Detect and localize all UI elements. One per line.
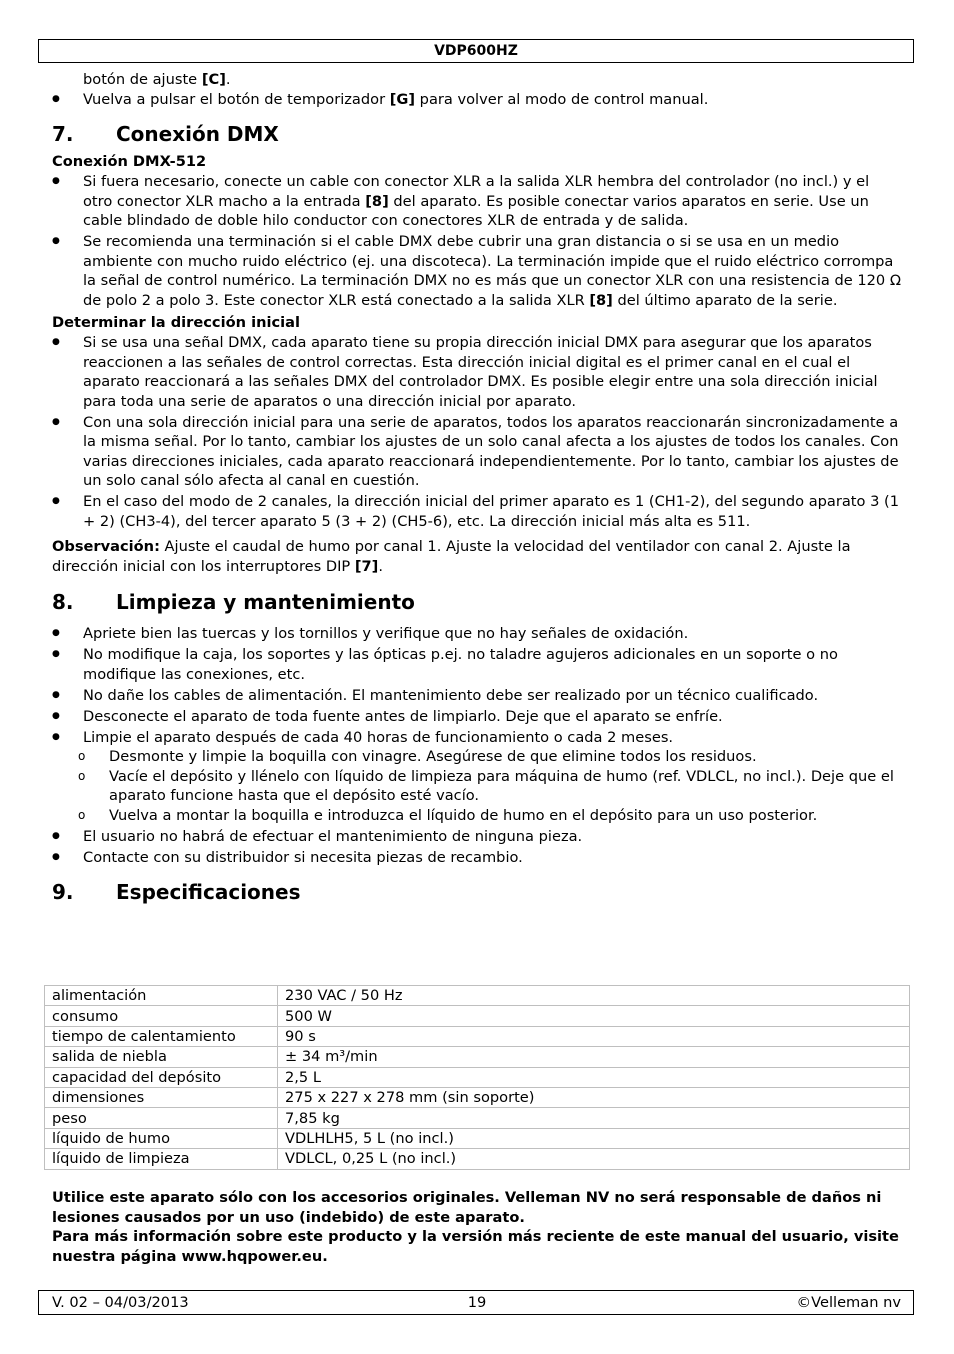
spec-label: peso bbox=[45, 1108, 278, 1128]
list-item: ● Con una sola dirección inicial para una serie de aparatos, todos los aparatos reaccionarán sincronizadamente a la misma señal. Por lo tanto, cambiar los ajustes de un solo canal afecta a los ajustes de todos los canales. Con varias direcciones iniciales, cada aparato reaccionará independientemente. Por lo tanto, cambiar los ajustes de un solo canal sólo afecta al canal en cuestión. bbox=[52, 413, 902, 491]
spec-value: ± 34 m³/min bbox=[278, 1047, 910, 1067]
list-item: ● En el caso del modo de 2 canales, la dirección inicial del primer aparato es 1 (CH1-2), del segundo aparato 3 (1 + 2) (CH3-4), del tercer aparato 5 (3 + 2) (CH5-6), etc. La dirección inicial más alta es 511. bbox=[52, 492, 902, 531]
spec-value: 2,5 L bbox=[278, 1067, 910, 1087]
connector-ref: [8] bbox=[365, 192, 389, 210]
list-item bbox=[52, 90, 902, 110]
list-item: ● Contacte con su distribuidor si necesita piezas de recambio. bbox=[52, 848, 902, 868]
top-bullet-list bbox=[52, 90, 902, 110]
version-date: V. 02 – 04/03/2013 bbox=[52, 1294, 189, 1311]
spec-value: 500 W bbox=[278, 1006, 910, 1026]
table-row bbox=[45, 1047, 910, 1067]
list-item: ● El usuario no habrá de efectuar el mantenimiento de ninguna pieza. bbox=[52, 827, 902, 847]
spec-label: líquido de limpieza bbox=[45, 1149, 278, 1169]
disclaimer-text: Utilice este aparato sólo con los accesorios originales. Velleman NV no será responsable de daños ni lesiones causados por un uso (indebido) de este aparato. bbox=[52, 1189, 882, 1226]
switch-ref: [7] bbox=[354, 557, 379, 575]
section-heading-7 bbox=[52, 122, 902, 146]
spec-value: 275 x 227 x 278 mm (sin soporte) bbox=[278, 1087, 910, 1107]
spec-value: 7,85 kg bbox=[278, 1108, 910, 1128]
spec-value: 90 s bbox=[278, 1026, 910, 1046]
more-info-text: Para más información sobre este producto y la versión más reciente de este manual del usuario, visite nuestra página www.hqpower.eu. bbox=[52, 1228, 899, 1265]
section-title: Limpieza y mantenimiento bbox=[116, 590, 415, 614]
bullet-text: Vuelva a pulsar el botón de temporizador bbox=[83, 90, 390, 108]
address-bullet-list bbox=[52, 333, 902, 531]
button-ref: [C] bbox=[201, 71, 226, 88]
closing-notice bbox=[52, 1188, 902, 1266]
table-row bbox=[45, 1128, 910, 1148]
spec-value: VDLHLH5, 5 L (no incl.) bbox=[278, 1128, 910, 1148]
sub-list-item: o Vacíe el depósito y llénelo con líquido de limpieza para máquina de humo (ref. VDLCL, no incl.). Deje que el aparato funcione hasta que el depósito esté vacío. bbox=[52, 767, 902, 806]
bullet-text: Si fuera necesario, conecte un cable con conector XLR a la salida XLR hembra del controlador (no incl.) y el otro conector XLR macho a la entrada bbox=[83, 173, 870, 210]
list-item bbox=[52, 728, 902, 826]
table-row bbox=[45, 1006, 910, 1026]
section-number: 8. bbox=[52, 590, 74, 614]
bullet-text: para volver al modo de control manual. bbox=[415, 90, 709, 108]
sub-list-item: o Vuelva a montar la boquilla e introduzca el líquido de humo en el depósito para un uso posterior. bbox=[52, 806, 902, 826]
spec-value: VDLCL, 0,25 L (no incl.) bbox=[278, 1149, 910, 1169]
specifications-table bbox=[44, 985, 910, 1170]
header-title: VDP600HZ bbox=[434, 43, 518, 59]
bullet-text: Se recomienda una terminación si el cable DMX debe cubrir una gran distancia o si se usa en un medio ambiente con mucho ruido eléctrico (ej. una discoteca). La terminación impide que el ruido eléctrico corrompa la señal de control numérico. La terminación DMX no es más que un conector XLR con una resistencia de 120 Ω de polo 2 a polo 3. Este conector XLR está conectado a la salida XLR bbox=[83, 233, 901, 309]
table-row bbox=[45, 1108, 910, 1128]
page-footer bbox=[38, 1290, 914, 1315]
cleaning-sub-list bbox=[52, 747, 902, 825]
section-heading-9 bbox=[52, 880, 902, 904]
spec-label: líquido de humo bbox=[45, 1128, 278, 1148]
section-number: 9. bbox=[52, 880, 74, 904]
continued-text-prefix: botón de ajuste bbox=[83, 71, 202, 88]
table-row bbox=[45, 1026, 910, 1046]
note-text: Ajuste el caudal de humo por canal 1. Ajuste la velocidad del ventilador con canal 2. Ajuste la dirección inicial con los interruptores DIP bbox=[52, 538, 851, 575]
button-ref: [G] bbox=[389, 90, 416, 108]
list-item: ● Apriete bien las tuercas y los tornillos y verifique que no hay señales de oxidación. bbox=[52, 624, 902, 644]
bullet-text: Limpie el aparato después de cada 40 horas de funcionamiento o cada 2 meses. bbox=[83, 728, 674, 746]
list-item bbox=[52, 172, 902, 231]
note-suffix: . bbox=[378, 557, 383, 575]
spec-label: consumo bbox=[45, 1006, 278, 1026]
spec-value: 230 VAC / 50 Hz bbox=[278, 986, 910, 1006]
list-item bbox=[52, 232, 902, 310]
spec-label: alimentación bbox=[45, 986, 278, 1006]
spec-label: salida de niebla bbox=[45, 1047, 278, 1067]
section-number: 7. bbox=[52, 122, 74, 146]
spec-label: dimensiones bbox=[45, 1087, 278, 1107]
section-title: Especificaciones bbox=[116, 880, 301, 904]
table-row bbox=[45, 1149, 910, 1169]
continued-text bbox=[52, 70, 902, 90]
table-row bbox=[45, 986, 910, 1006]
observation-note bbox=[52, 537, 902, 576]
bullet-text: del último aparato de la serie. bbox=[612, 291, 838, 309]
bullet-text: del aparato. Es posible conectar varios aparatos en serie. Use un cable blindado de doble hilo conductor con conectores XLR de entrada y de salida. bbox=[83, 192, 869, 229]
list-item: ● Si se usa una señal DMX, cada aparato tiene su propia dirección inicial DMX para asegurar que los aparatos reaccionen a las señales de control correctas. Esta dirección inicial digital es el primer canal en el cual el aparato reaccionará a las señales DMX del controlador DMX. Es posible elegir entre una sola dirección inicial para toda una serie de aparatos o una dirección inicial por aparato. bbox=[52, 333, 902, 411]
maintenance-bullet-list bbox=[52, 624, 902, 867]
table-row bbox=[45, 1067, 910, 1087]
spec-label: tiempo de calentamiento bbox=[45, 1026, 278, 1046]
continued-text-suffix: . bbox=[225, 71, 231, 88]
page-content bbox=[52, 70, 902, 910]
spec-label: capacidad del depósito bbox=[45, 1067, 278, 1087]
sub-list-item: o Desmonte y limpie la boquilla con vinagre. Asegúrese de que elimine todos los residuos. bbox=[52, 747, 902, 767]
section-heading-8 bbox=[52, 590, 902, 614]
copyright: ©Velleman nv bbox=[796, 1294, 901, 1311]
subheading-dmx512: Conexión DMX-512 bbox=[52, 153, 207, 170]
subheading-start-address: Determinar la dirección inicial bbox=[52, 314, 300, 331]
list-item: ● No modifique la caja, los soportes y las ópticas p.ej. no taladre agujeros adicionales en un soporte o no modifique las conexiones, etc. bbox=[52, 645, 902, 684]
list-item: ● No dañe los cables de alimentación. El mantenimiento debe ser realizado por un técnico cualificado. bbox=[52, 686, 902, 706]
table-row bbox=[45, 1087, 910, 1107]
section-title: Conexión DMX bbox=[116, 122, 279, 146]
page-number: 19 bbox=[467, 1294, 487, 1311]
connector-ref: [8] bbox=[589, 291, 613, 309]
list-item: ● Desconecte el aparato de toda fuente antes de limpiarlo. Deje que el aparato se enfríe. bbox=[52, 707, 902, 727]
note-label: Observación: bbox=[52, 538, 160, 555]
dmx-bullet-list bbox=[52, 172, 902, 310]
page-header bbox=[38, 39, 914, 63]
